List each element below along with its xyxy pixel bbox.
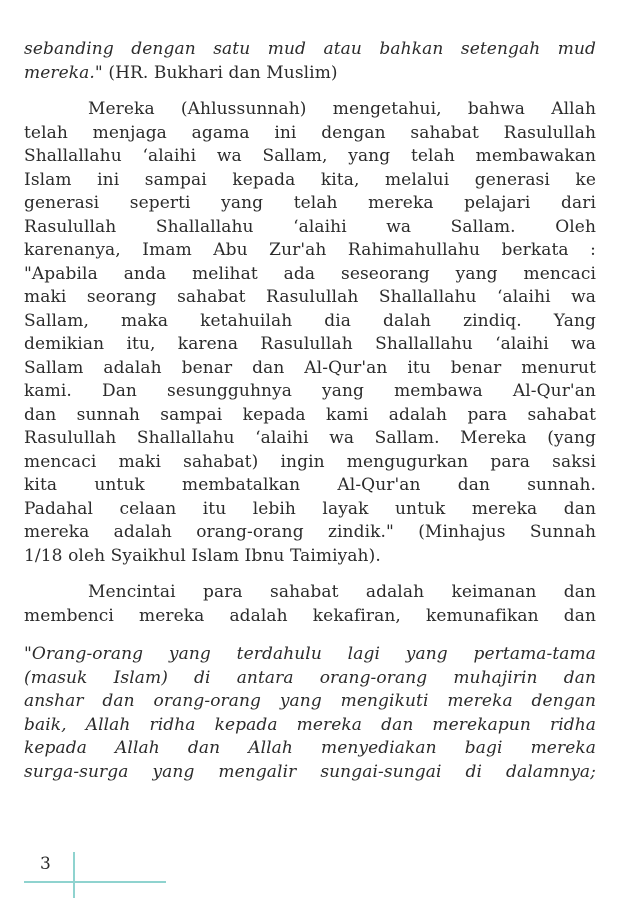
- text-line: Rasulullah Shallallahu ‘alaihi wa Sallam. Oleh: [24, 216, 596, 237]
- text-line: kepada Allah dan Allah menyediakan bagi mereka: [24, 738, 596, 758]
- text-line: kita untuk membatalkan Al-Qur'an dan sunnah.: [24, 475, 596, 495]
- text-line: surga-surga yang mengalir sungai-sungai di dalamnya;: [24, 761, 596, 782]
- text-line: mencaci maki sahabat) ingin mengugurkan para saksi: [24, 451, 596, 472]
- text-line: demikian itu, karena Rasulullah Shallallahu ‘alaihi wa: [24, 334, 596, 354]
- text-line: 1/18 oleh Syaikhul Islam Ibnu Taimiyah).: [24, 545, 381, 566]
- text-line: generasi seperti yang telah mereka pelajari dari: [24, 193, 596, 213]
- text-line: membenci mereka adalah kekafiran, kemunafikan dan: [24, 605, 596, 626]
- page-content: [24, 38, 596, 784]
- text-line: Mencintai para sahabat adalah keimanan dan: [88, 582, 596, 602]
- hadith-quote-end: mereka.": [24, 62, 103, 83]
- text-line: Sallam adalah benar dan Al-Qur'an itu benar menurut: [24, 357, 596, 378]
- footer-vertical-rule: [73, 852, 75, 898]
- text-line: (masuk Islam) di antara orang-orang muhajirin dan: [24, 667, 596, 688]
- text-line: Islam ini sampai kepada kita, melalui generasi ke: [24, 169, 596, 190]
- page-number: 3: [40, 854, 51, 874]
- text-line: [24, 62, 596, 86]
- text-line: "Apabila anda melihat ada seseorang yang mencaci: [24, 263, 596, 284]
- text-line: sebanding dengan satu mud atau bahkan setengah mud: [24, 39, 596, 59]
- paragraph-ahlussunnah: [24, 98, 596, 568]
- footer-horizontal-rule: [24, 881, 166, 883]
- text-line: karenanya, Imam Abu Zur'ah Rahimahullahu berkata :: [24, 240, 596, 260]
- text-line: kami. Dan sesungguhnya yang membawa Al-Qur'an: [24, 381, 596, 401]
- text-line: baik, Allah ridha kepada mereka dan merekapun ridha: [24, 714, 596, 735]
- text-line: Mereka (Ahlussunnah) mengetahui, bahwa Allah: [88, 99, 596, 119]
- text-line: maki seorang sahabat Rasulullah Shallallahu ‘alaihi wa: [24, 287, 596, 307]
- paragraph-loving-sahabat: [24, 581, 596, 628]
- text-line: telah menjaga agama ini dengan sahabat Rasulullah: [24, 122, 596, 143]
- text-line: dan sunnah sampai kepada kami adalah para sahabat: [24, 404, 596, 425]
- text-line: mereka adalah orang-orang zindik." (Minhajus Sunnah: [24, 522, 596, 542]
- text-line: anshar dan orang-orang yang mengikuti mereka dengan: [24, 691, 596, 711]
- text-line: Sallam, maka ketahuilah dia dalah zindiq. Yang: [24, 310, 596, 331]
- text-line: Padahal celaan itu lebih layak untuk mereka dan: [24, 498, 596, 519]
- text-line: Rasulullah Shallallahu ‘alaihi wa Sallam. Mereka (yang: [24, 428, 596, 448]
- quran-quote: [24, 643, 596, 784]
- paragraph-hadith-ending: [24, 38, 596, 85]
- hadith-citation: (HR. Bukhari dan Muslim): [102, 62, 338, 83]
- text-line: Shallallahu ‘alaihi wa Sallam, yang telah membawakan: [24, 146, 596, 166]
- text-line: "Orang-orang yang terdahulu lagi yang pertama-tama: [24, 644, 596, 664]
